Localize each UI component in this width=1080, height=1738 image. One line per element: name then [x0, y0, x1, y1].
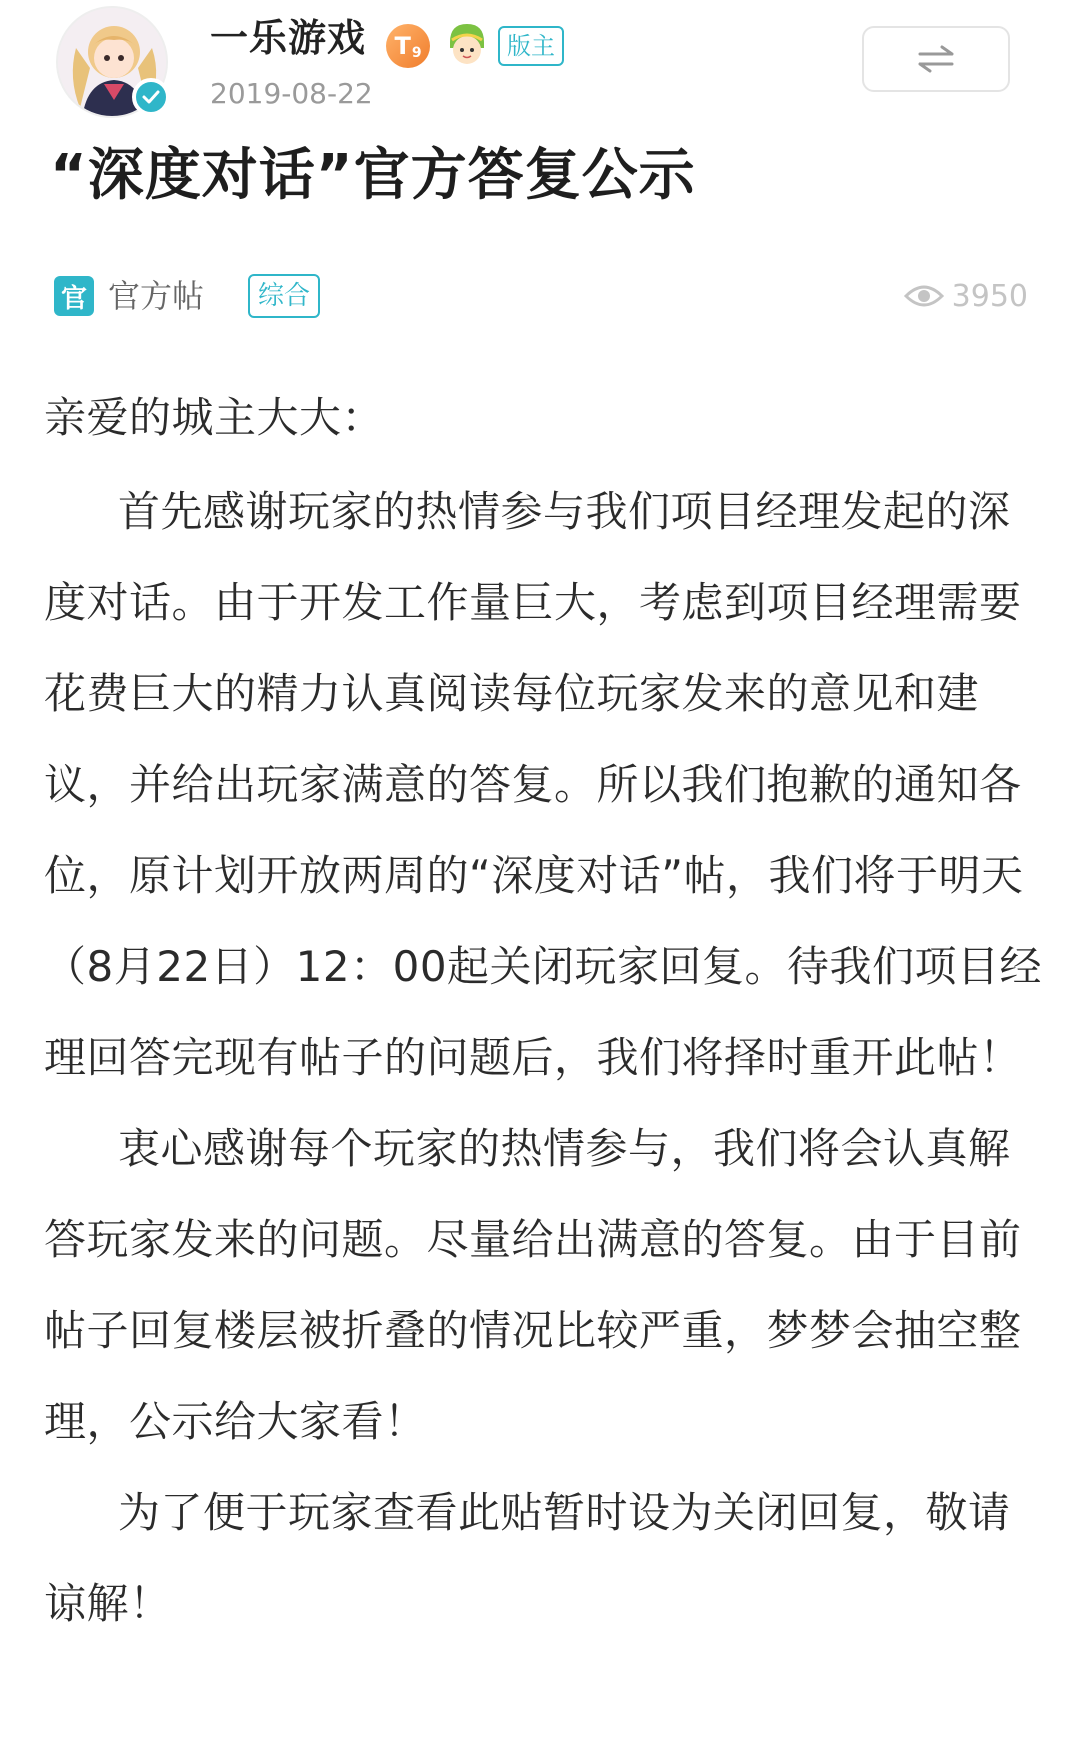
- post-date: 2019-08-22: [210, 77, 373, 110]
- medal-icon: [442, 20, 492, 70]
- view-count: [904, 274, 1028, 318]
- view-count-value: 3950: [951, 278, 1028, 314]
- level-badge: [386, 24, 430, 68]
- official-post-label: 官方帖: [108, 277, 205, 315]
- eye-icon: [904, 282, 944, 310]
- category-tag[interactable]: 综合: [248, 274, 320, 318]
- body-paragraph-1: 首先感谢玩家的热情参与我们项目经理发起的深度对话。由于开发工作量巨大，考虑到项目经理需要花费巨大的精力认真阅读每位玩家发来的意见和建议，并给出玩家满意的答复。所以我们抱歉的通知各位，原计划开放两周的“深度对话”帖，我们将于明天（8月22日）12：00起关闭玩家回复。待我们项目经理回答完现有帖子的问题后，我们将择时重开此帖！: [44, 487, 1043, 1082]
- body-paragraph-3: 为了便于玩家查看此贴暂时设为关闭回复，敬请谅解！: [44, 1488, 1011, 1628]
- post-title: “深度对话”官方答复公示: [50, 143, 696, 208]
- official-icon: 官: [54, 276, 94, 316]
- swap-arrows-icon: [916, 44, 956, 74]
- post-body: [44, 370, 1044, 1649]
- author-name[interactable]: 一乐游戏: [210, 16, 367, 60]
- post-meta-row: [54, 272, 1028, 320]
- level-badge-number: 9: [411, 45, 422, 61]
- greeting-text: 亲爱的城主大大：: [44, 393, 385, 442]
- author-row: [56, 6, 1036, 118]
- verified-badge: [132, 78, 170, 116]
- body-paragraph-2: 衷心感谢每个玩家的热情参与，我们将会认真解答玩家发来的问题。尽量给出满意的答复。由于目前帖子回复楼层被折叠的情况比较严重，梦梦会抽空整理，公示给大家看！: [44, 1124, 1022, 1446]
- moderator-tag: 版主: [498, 26, 564, 66]
- switch-button[interactable]: [862, 26, 1010, 92]
- level-badge-letter: T: [394, 32, 411, 60]
- check-icon: [141, 87, 161, 107]
